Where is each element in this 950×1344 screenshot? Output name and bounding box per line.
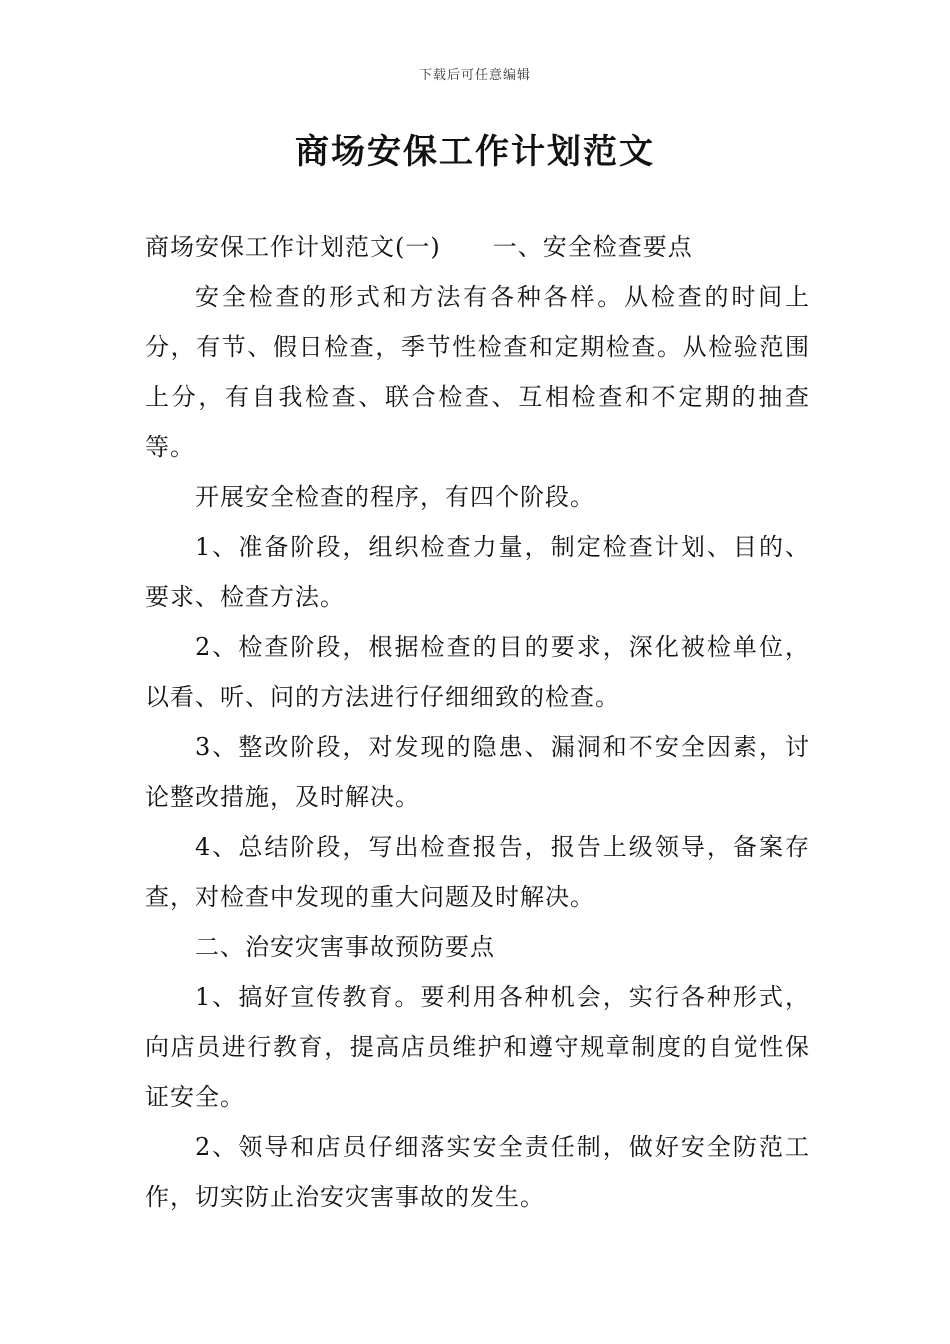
document-title: 商场安保工作计划范文 bbox=[295, 132, 655, 172]
paragraph-stage-inspection: 2、检查阶段，根据检查的目的要求，深化被检单位，以看、听、问的方法进行仔细细致的检查。 bbox=[145, 633, 810, 711]
paragraph-safety-responsibility: 2、领导和店员仔细落实安全责任制，做好安全防范工作，切实防止治安灾害事故的发生。 bbox=[145, 1133, 810, 1211]
paragraph-inspection-stages: 开展安全检查的程序，有四个阶段。 bbox=[195, 483, 595, 511]
document-body bbox=[145, 222, 810, 1222]
lead-subtitle: 商场安保工作计划范文(一) bbox=[145, 233, 441, 261]
section-heading-1: 一、安全检查要点 bbox=[492, 233, 693, 261]
paragraph-inspection-forms: 安全检查的形式和方法有各种各样。从检查的时间上分，有节、假日检查，季节性检查和定期检查。从检验范围上分，有自我检查、联合检查、互相检查和不定期的抽查等。 bbox=[145, 283, 810, 461]
paragraph-stage-preparation: 1、准备阶段，组织检查力量，制定检查计划、目的、要求、检查方法。 bbox=[145, 533, 810, 611]
lead-line bbox=[145, 222, 810, 272]
section-heading-2: 二、治安灾害事故预防要点 bbox=[195, 933, 495, 961]
paragraph-publicity-education: 1、搞好宣传教育。要利用各种机会，实行各种形式，向店员进行教育，提高店员维护和遵守规章制度的自觉性保证安全。 bbox=[145, 983, 810, 1111]
paragraph-stage-summary: 4、总结阶段，写出检查报告，报告上级领导，备案存查，对检查中发现的重大问题及时解决。 bbox=[145, 833, 810, 911]
header-note: 下载后可任意编辑 bbox=[418, 68, 531, 83]
paragraph-stage-rectification: 3、整改阶段，对发现的隐患、漏洞和不安全因素，讨论整改措施，及时解决。 bbox=[145, 733, 810, 811]
